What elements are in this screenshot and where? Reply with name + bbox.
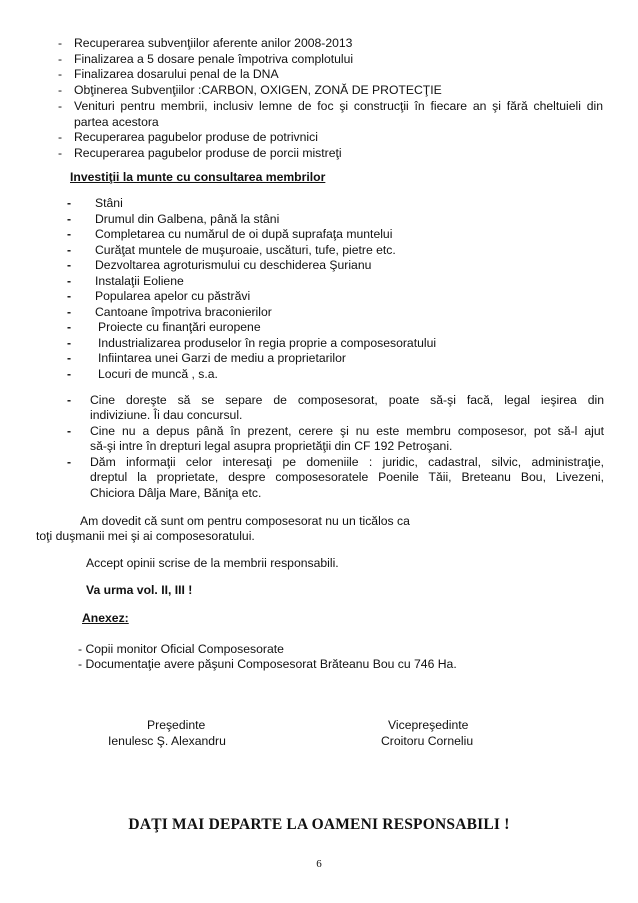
list-item: Finalizarea dosarului penal de la DNA	[74, 67, 279, 81]
list-item: Cine doreşte să se separe de composesorat, poate să-şi facă, legal ieşirea din	[90, 393, 604, 407]
list-item-continuation: partea acestora	[74, 115, 159, 129]
list-bullet: -	[67, 243, 72, 257]
list-bullet: -	[67, 258, 72, 272]
statement-line: Am dovedit că sunt om pentru composesorat nu un ticălos ca	[80, 514, 410, 528]
list-item-continuation: Chiciora Dâlja Mare, Băniţa etc.	[90, 486, 262, 500]
list-item-continuation: dreptul la proprietate, despre composesoratele Poenile Tăii, Breteanu Bou, Livezeni,	[90, 470, 604, 484]
list-item: Curăţat muntele de muşuroaie, uscături, tufe, pietre etc.	[95, 243, 396, 257]
list-item: Infiintarea unei Garzi de mediu a proprietarilor	[98, 351, 346, 365]
list-item: Cantoane împotriva braconierilor	[95, 305, 272, 319]
list-item: Recuperarea subvenţiilor aferente anilor 2008-2013	[74, 36, 353, 50]
list-bullet: -	[67, 289, 72, 303]
list-bullet: -	[58, 52, 63, 66]
signature-left-role: Preşedinte	[147, 718, 206, 732]
statement-line: toţi duşmanii mei şi ai composesoratului.	[36, 529, 255, 543]
list-item: Instalaţii Eoliene	[95, 274, 184, 288]
list-bullet: -	[58, 99, 63, 113]
list-bullet: -	[67, 367, 72, 381]
list-item: Completarea cu numărul de oi după suprafaţa muntelui	[95, 227, 393, 241]
list-item: Recuperarea pagubelor produse de potrivnici	[74, 130, 318, 144]
signature-right-role: Vicepreşedinte	[388, 718, 469, 732]
list-item: Proiecte cu finanţări europene	[98, 320, 261, 334]
list-item: Dăm informaţii celor interesaţi pe domeniile : juridic, cadastral, silvic, administraţie,	[90, 455, 604, 469]
list-item: Cine nu a depus până în prezent, cerere şi nu este membru composesor, pot să-l ajut	[90, 424, 604, 438]
annex-item: - Documentaţie avere păşuni Composesorat Brăteanu Bou cu 746 Ha.	[78, 657, 457, 671]
list-bullet: -	[67, 351, 72, 365]
list-bullet: -	[58, 36, 63, 50]
list-bullet: -	[58, 83, 63, 97]
list-item: Stâni	[95, 196, 123, 210]
list-item-continuation: indiviziune. Îi dau concursul.	[90, 408, 243, 422]
list-item: Venituri pentru membrii, inclusiv lemne de foc şi construcţii în fiecare an şi fără cheltuieli din	[74, 99, 603, 113]
list-bullet: -	[67, 336, 72, 350]
list-bullet: -	[58, 146, 63, 160]
annex-title: Anexez:	[82, 611, 129, 625]
section-title: Investiţii la munte cu consultarea membrilor	[70, 170, 326, 184]
list-bullet: -	[67, 320, 72, 334]
list-bullet: -	[67, 424, 72, 438]
list-item: Industrializarea produselor în regia proprie a composesoratului	[98, 336, 437, 350]
list-item-continuation: să-şi intre în drepturi legal asupra proprietăţii din CF 192 Petroşani.	[90, 439, 453, 453]
list-item: Drumul din Galbena, până la stâni	[95, 212, 280, 226]
list-item: Dezvoltarea agroturismului cu deschiderea Şurianu	[95, 258, 372, 272]
list-item: Finalizarea a 5 dosare penale împotriva complotului	[74, 52, 354, 66]
list-item: Recuperarea pagubelor produse de porcii mistreţi	[74, 146, 342, 160]
page-number: 6	[316, 858, 322, 870]
list-bullet: -	[67, 393, 72, 407]
list-item: Obţinerea Subvenţiilor :CARBON, OXIGEN, ZONĂ DE PROTECŢIE	[74, 83, 442, 97]
list-bullet: -	[67, 305, 72, 319]
list-bullet: -	[67, 274, 72, 288]
footer-slogan: DAŢI MAI DEPARTE LA OAMENI RESPONSABILI !	[128, 816, 510, 833]
list-bullet: -	[67, 227, 72, 241]
list-item: Locuri de muncă , s.a.	[98, 367, 218, 381]
annex-item: - Copii monitor Oficial Composesorate	[78, 642, 284, 656]
list-bullet: -	[67, 196, 72, 210]
signature-right-name: Croitoru Corneliu	[381, 734, 474, 748]
list-bullet: -	[58, 67, 63, 81]
signature-left-name: Ienulesc Ş. Alexandru	[108, 734, 226, 748]
list-bullet: -	[67, 455, 72, 469]
accept-note: Accept opinii scrise de la membrii responsabili.	[86, 556, 339, 570]
list-bullet: -	[58, 130, 63, 144]
list-item: Popularea apelor cu păstrăvi	[95, 289, 251, 303]
list-bullet: -	[67, 212, 72, 226]
continuation-note: Va urma vol. II, III !	[86, 583, 193, 597]
